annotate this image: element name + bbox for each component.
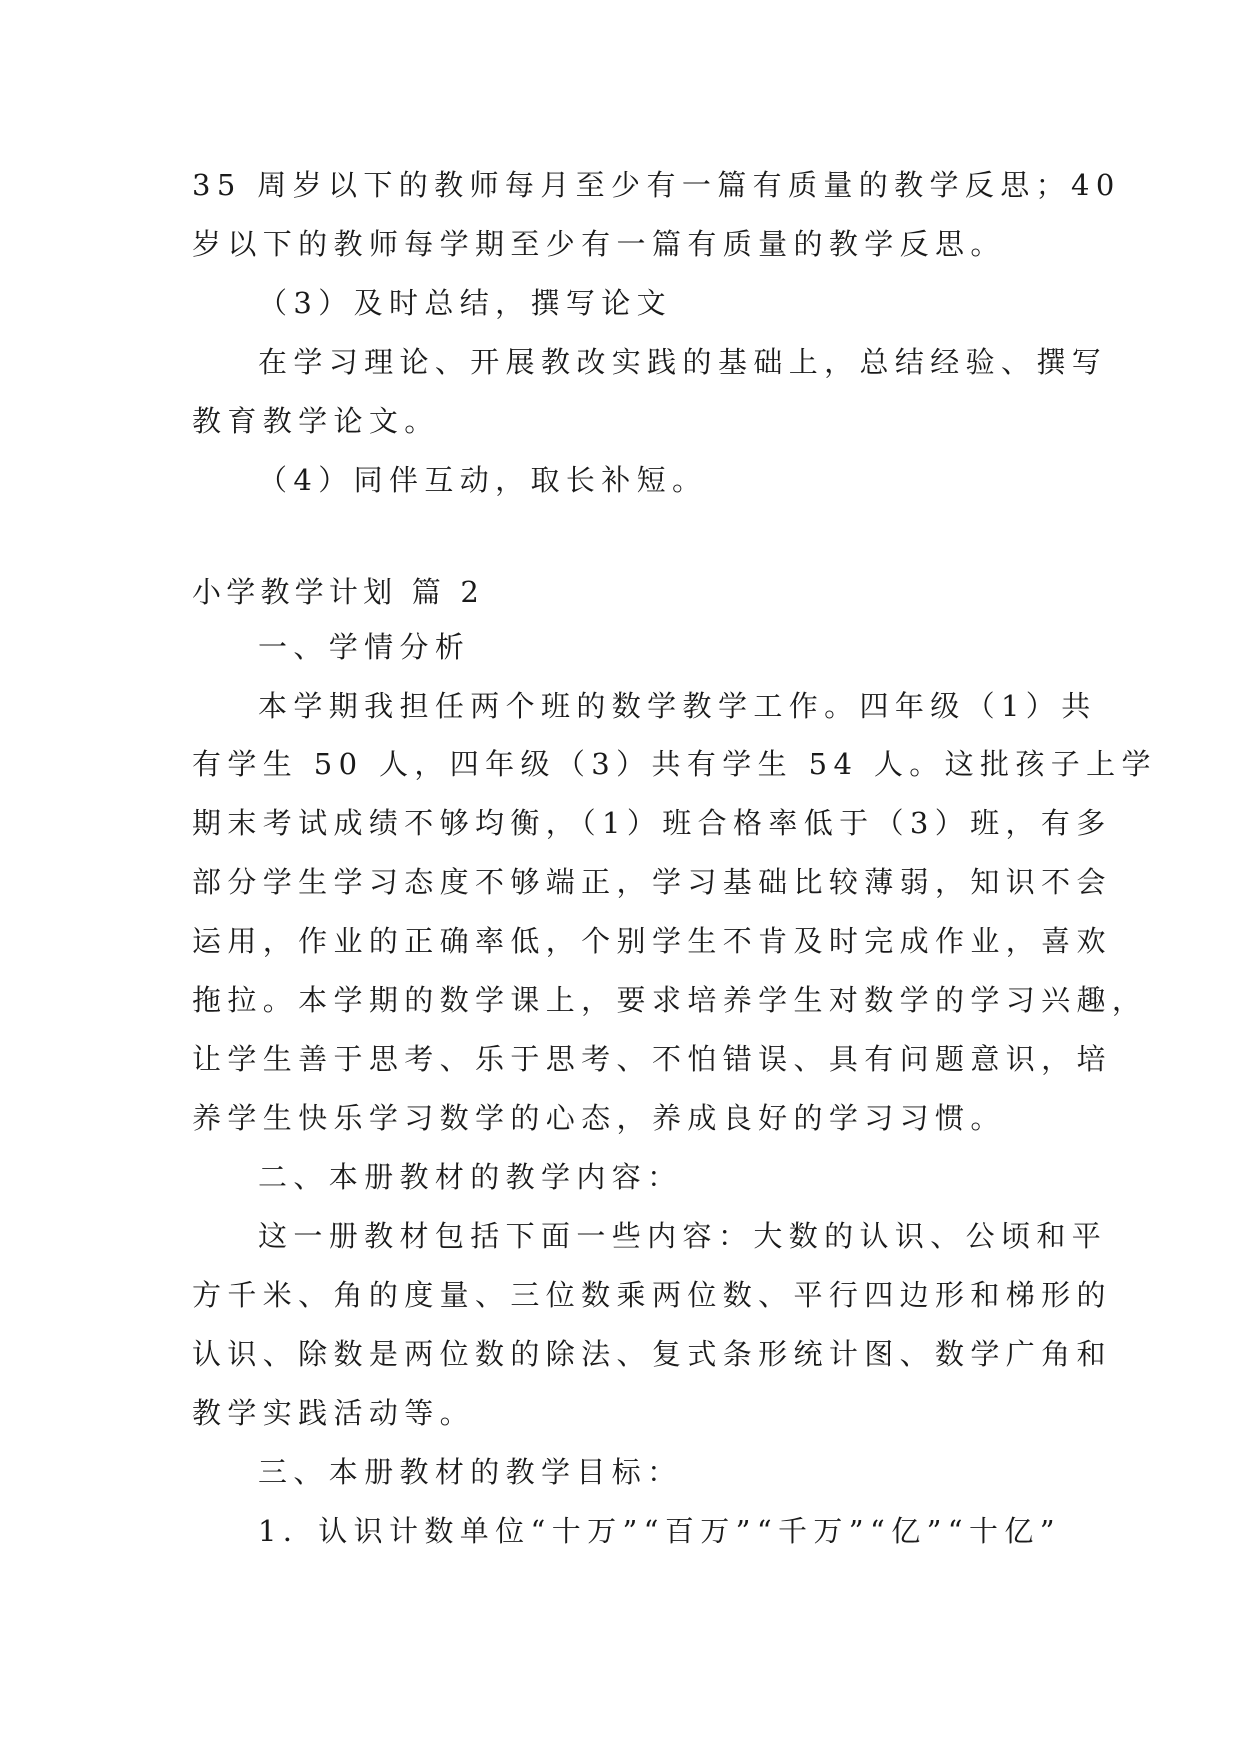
- list-item: 1．认识计数单位“十万”“百万”“千万”“亿”“十亿”: [258, 1514, 1061, 1548]
- paragraph-line: 本学期我担任两个班的数学教学工作。四年级（1）共: [258, 689, 1097, 723]
- paragraph-line: 部分学生学习态度不够端正，学习基础比较薄弱，知识不会: [192, 865, 1112, 899]
- section-heading: 二、本册教材的教学内容：: [258, 1160, 683, 1194]
- paragraph-line: 运用，作业的正确率低，个别学生不肯及时完成作业，喜欢: [192, 924, 1112, 958]
- section-subheading: （4）同伴互动，取长补短。: [258, 463, 708, 497]
- paragraph-line: 认识、除数是两位数的除法、复式条形统计图、数学广角和: [192, 1337, 1112, 1371]
- paragraph-line: 这一册教材包括下面一些内容：大数的认识、公顷和平: [258, 1219, 1108, 1253]
- paragraph-line: 拖拉。本学期的数学课上，要求培养学生对数学的学习兴趣，: [192, 983, 1148, 1017]
- paragraph-line: 教学实践活动等。: [192, 1396, 476, 1430]
- paragraph-line: 35 周岁以下的教师每月至少有一篇有质量的教学反思；40: [192, 168, 1121, 202]
- paragraph-line: 期末考试成绩不够均衡，（1）班合格率低于（3）班，有多: [192, 806, 1112, 840]
- section-heading: 三、本册教材的教学目标：: [258, 1455, 683, 1489]
- paragraph-line: 让学生善于思考、乐于思考、不怕错误、具有问题意识，培: [192, 1042, 1112, 1076]
- paragraph-line: 教育教学论文。: [192, 404, 440, 438]
- paragraph-line: 岁以下的教师每学期至少有一篇有质量的教学反思。: [192, 227, 1006, 261]
- paragraph-line: 有学生 50 人，四年级（3）共有学生 54 人。这批孩子上学: [192, 747, 1157, 781]
- section-subheading: （3）及时总结，撰写论文: [258, 286, 673, 320]
- paragraph-line: 养学生快乐学习数学的心态，养成良好的学习习惯。: [192, 1101, 1006, 1135]
- paragraph-line: 在学习理论、开展教改实践的基础上，总结经验、撰写: [258, 345, 1108, 379]
- section-heading: 一、学情分析: [258, 630, 471, 664]
- article-title: 小学教学计划 篇 2: [192, 575, 485, 609]
- paragraph-line: 方千米、角的度量、三位数乘两位数、平行四边形和梯形的: [192, 1278, 1112, 1312]
